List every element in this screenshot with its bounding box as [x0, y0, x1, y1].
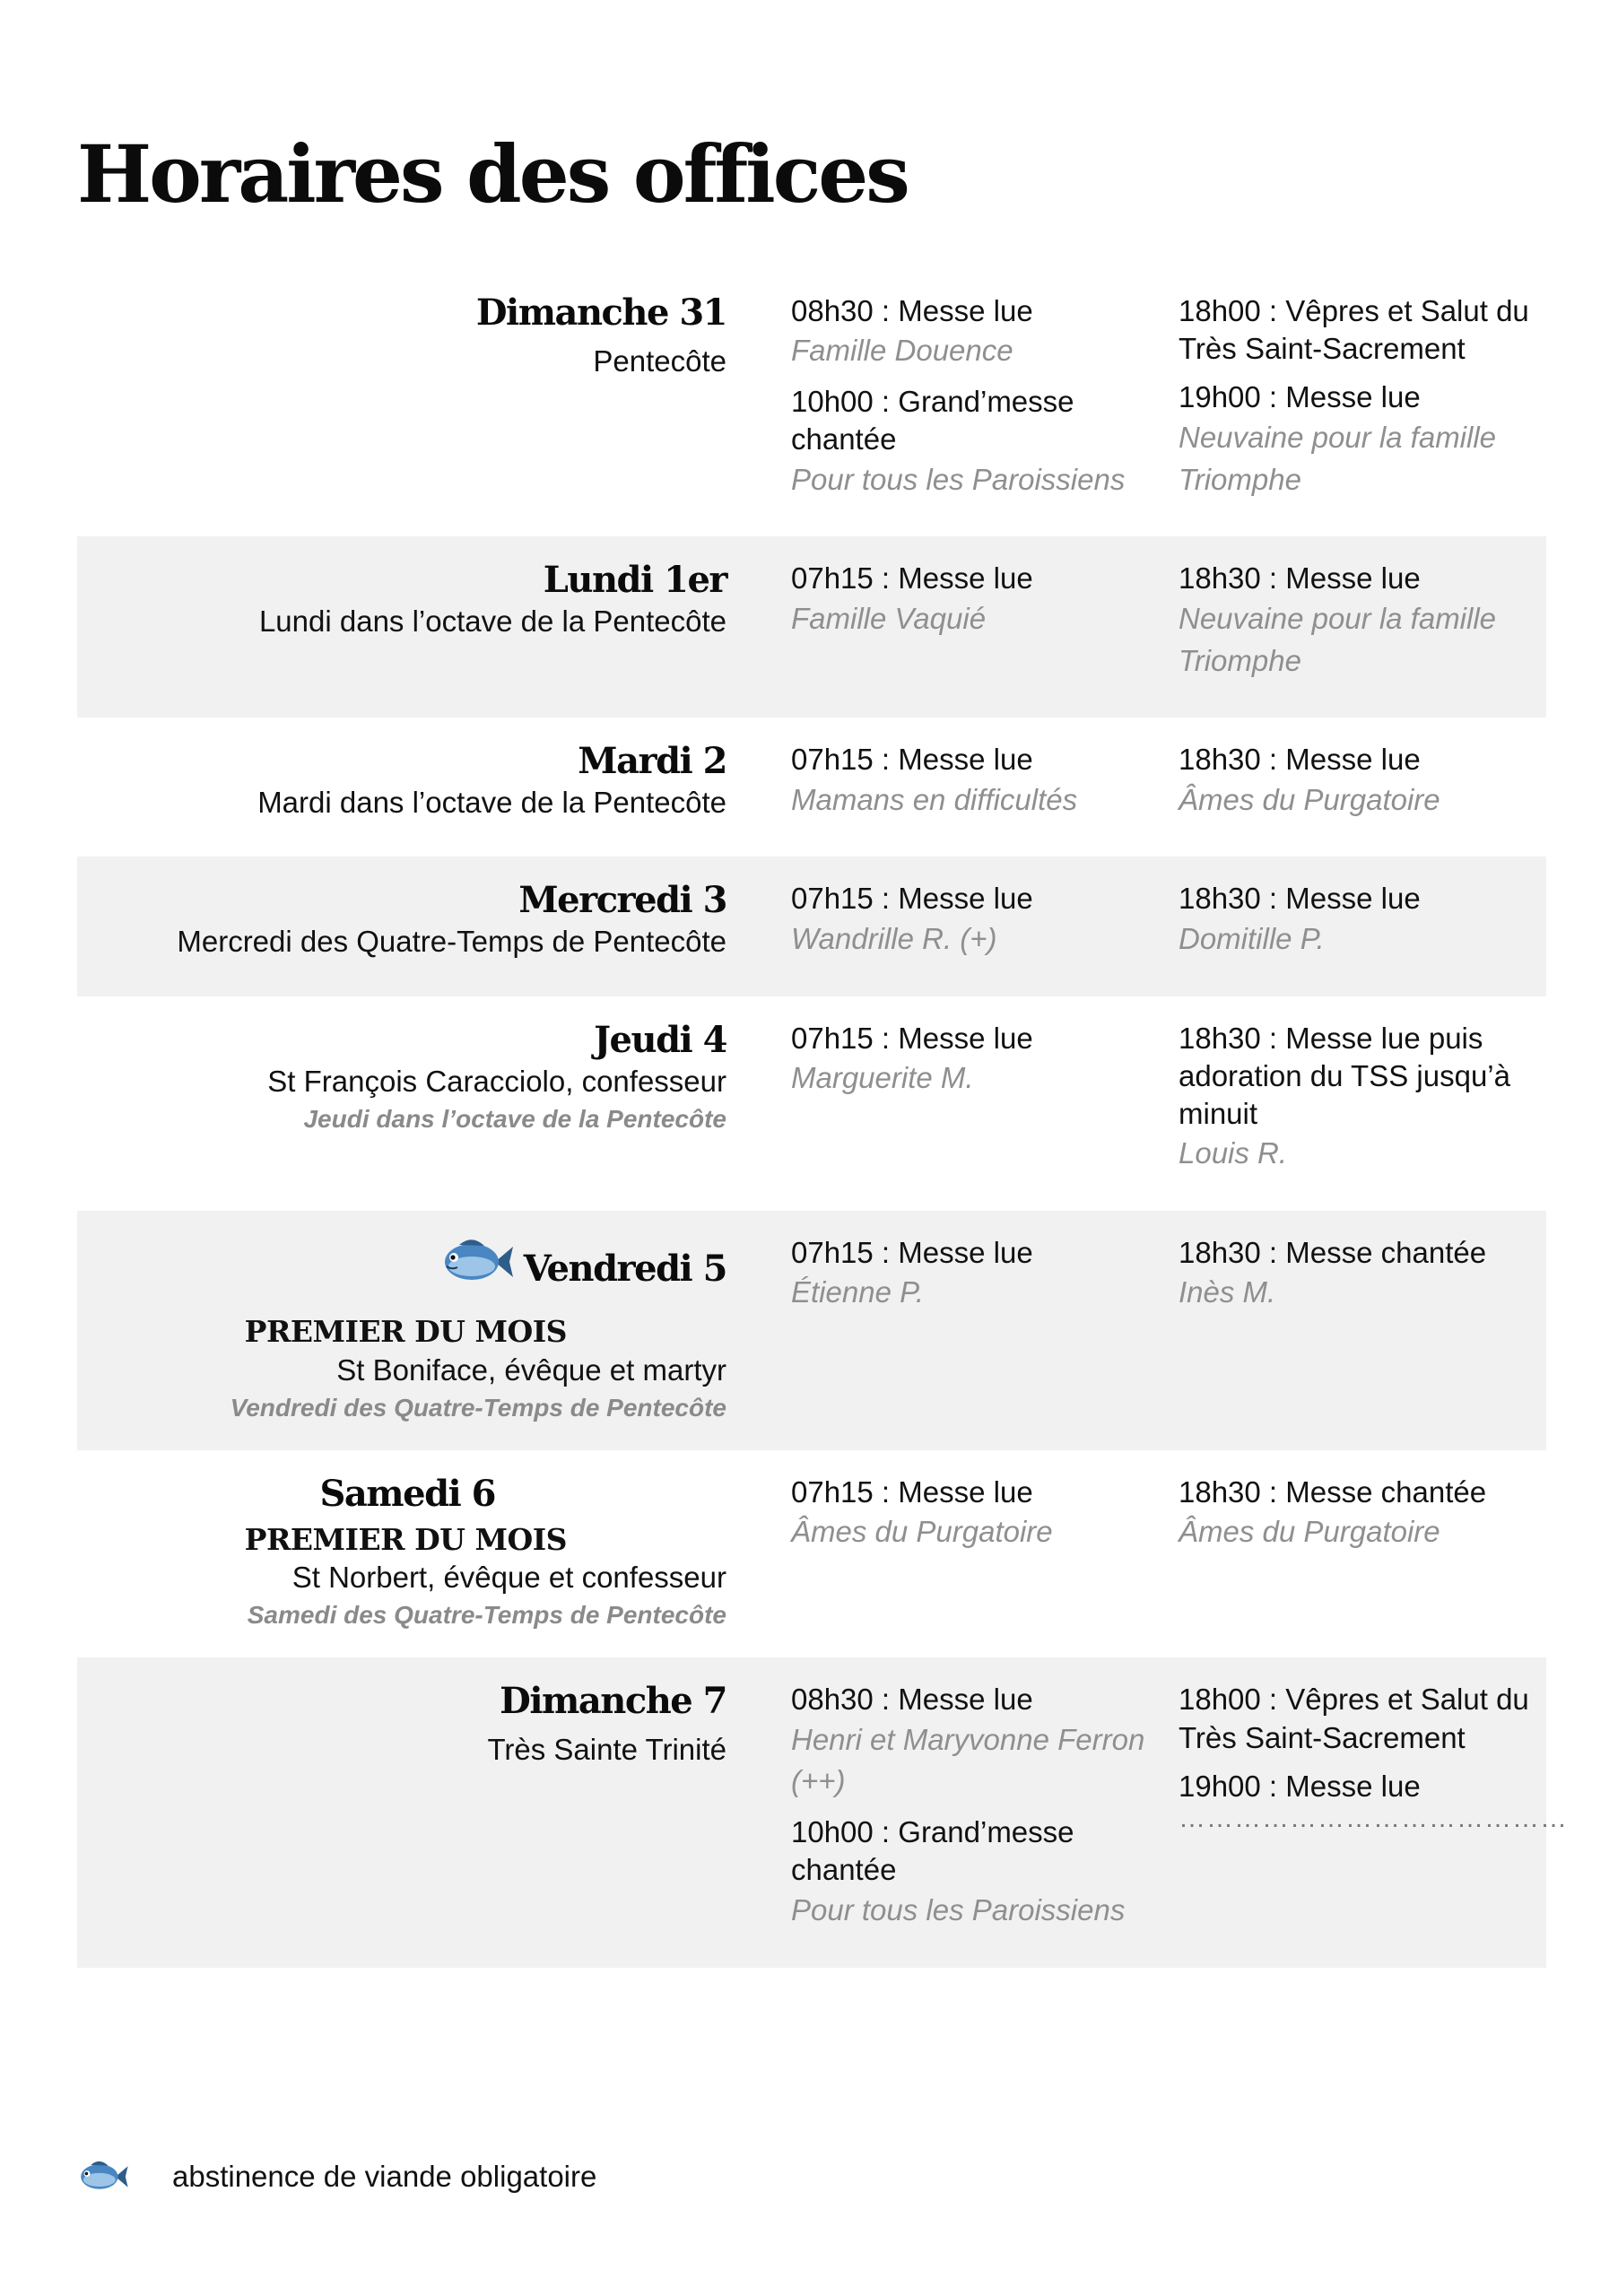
service-title: 07h15 : Messe lue — [791, 882, 1033, 916]
service — [1179, 1681, 1546, 1756]
day-row-mercredi-3 — [77, 857, 1546, 996]
service-title: 07h15 : Messe lue — [791, 743, 1033, 777]
first-of-month-label: PREMIER DU MOIS — [244, 1314, 567, 1350]
service-intention: Henri et Maryvonne Ferron (++) — [791, 1722, 1145, 1798]
service-title: 18h00 : Vêpres et Salut du Très Saint-Sacrement — [1179, 1683, 1529, 1754]
feast-label: St Boniface, évêque et martyr — [336, 1352, 726, 1387]
day-name: Mercredi 3 — [518, 879, 726, 922]
service — [791, 292, 1179, 372]
feast-label: Très Sainte Trinité — [487, 1733, 726, 1767]
service-intention: Neuvaine pour la famille Triomphe — [1179, 420, 1497, 496]
day-info — [77, 1234, 726, 1425]
service-title: 18h30 : Messe lue — [1179, 882, 1421, 916]
service — [1179, 1020, 1546, 1176]
service-title: 19h00 : Messe lue — [1179, 1769, 1421, 1803]
service — [791, 1020, 1179, 1100]
morning-services — [791, 292, 1179, 511]
morning-services — [791, 1474, 1179, 1633]
legend — [77, 2157, 596, 2196]
service — [791, 880, 1179, 960]
service-title: 07h15 : Messe lue — [791, 1474, 1033, 1509]
service-intention: Famille Vaquié — [791, 601, 987, 635]
service-title: 10h00 : Grand’messe chantée — [791, 385, 1074, 457]
evening-services — [1179, 880, 1546, 970]
octave-label: Samedi des Quatre-Temps de Pentecôte — [247, 1601, 726, 1630]
feast-label: St Norbert, évêque et confesseur — [291, 1561, 726, 1595]
service — [1179, 378, 1546, 500]
octave-label: Vendredi des Quatre-Temps de Pentecôte — [230, 1393, 726, 1422]
service-intention: Famille Douence — [791, 334, 1013, 368]
service-title: 10h00 : Grand’messe chantée — [791, 1815, 1074, 1887]
service — [1179, 880, 1546, 960]
fish-icon — [439, 1234, 515, 1290]
service-intention: Louis R. — [1179, 1136, 1288, 1170]
service — [791, 1813, 1179, 1931]
service-title: 07h15 : Messe lue — [791, 1021, 1033, 1055]
service-title: 08h30 : Messe lue — [791, 1683, 1033, 1717]
feast-label: Mardi dans l’octave de la Pentecôte — [257, 786, 726, 820]
day-name: Jeudi 4 — [594, 1018, 726, 1061]
service-intention: Mamans en difficultés — [791, 782, 1078, 816]
service-intention: Âmes du Purgatoire — [791, 1514, 1053, 1548]
evening-services — [1179, 560, 1546, 692]
morning-services — [791, 880, 1179, 970]
intention-placeholder: …………………………………… — [1179, 1803, 1568, 1833]
service-intention: Pour tous les Paroissiens — [791, 462, 1126, 496]
day-info — [77, 292, 726, 511]
evening-services — [1179, 1020, 1546, 1187]
day-row-jeudi-4 — [77, 996, 1546, 1212]
service — [1179, 1474, 1546, 1553]
service-title: 18h00 : Vêpres et Salut du Très Saint-Sacrement — [1179, 294, 1529, 366]
day-name: Dimanche 31 — [475, 291, 726, 334]
service-intention: Étienne P. — [791, 1275, 925, 1309]
service-intention: Pour tous les Paroissiens — [791, 1892, 1126, 1926]
service-intention: Domitille P. — [1179, 921, 1325, 955]
service — [791, 1474, 1179, 1553]
page-title: Horaires des offices — [77, 127, 908, 221]
service-intention: Âmes du Purgatoire — [1179, 782, 1440, 816]
evening-services — [1179, 741, 1546, 831]
morning-services — [791, 741, 1179, 831]
evening-services — [1179, 1681, 1568, 1942]
service-intention: Marguerite M. — [791, 1060, 974, 1094]
feast-label: St François Caracciolo, confesseur — [267, 1064, 726, 1098]
morning-services — [791, 1020, 1179, 1187]
service — [1179, 292, 1546, 368]
day-row-dimanche-31 — [77, 269, 1546, 536]
service-title: 18h30 : Messe lue — [1179, 561, 1421, 596]
morning-services — [791, 560, 1179, 692]
day-info — [77, 880, 726, 970]
service — [791, 560, 1179, 639]
feast-label: Pentecôte — [593, 344, 726, 378]
day-info — [77, 1681, 726, 1942]
day-name: Lundi 1er — [543, 559, 726, 602]
service — [791, 1681, 1179, 1803]
service — [1179, 1768, 1568, 1833]
service-title: 18h30 : Messe chantée — [1179, 1474, 1487, 1509]
service — [1179, 1234, 1546, 1314]
service-title: 07h15 : Messe lue — [791, 561, 1033, 596]
service-title: 19h00 : Messe lue — [1179, 380, 1421, 414]
service — [1179, 560, 1546, 682]
evening-services — [1179, 1234, 1546, 1425]
service-title: 07h15 : Messe lue — [791, 1236, 1033, 1270]
feast-label: Mercredi des Quatre-Temps de Pentecôte — [177, 925, 726, 959]
day-name: Dimanche 7 — [500, 1680, 726, 1723]
morning-services — [791, 1681, 1179, 1942]
service — [791, 741, 1179, 821]
service-intention: Neuvaine pour la famille Triomphe — [1179, 601, 1497, 677]
service-title: 18h30 : Messe lue — [1179, 743, 1421, 777]
legend-text: abstinence de viande obligatoire — [172, 2160, 597, 2193]
fish-icon — [77, 2157, 129, 2196]
day-info — [77, 560, 726, 692]
day-row-dimanche-7 — [77, 1657, 1568, 1967]
service-title: 18h30 : Messe lue puis adoration du TSS jusqu’à minuit — [1179, 1021, 1510, 1131]
service-intention: Inès M. — [1179, 1275, 1276, 1309]
service — [791, 383, 1179, 500]
feast-label: Lundi dans l’octave de la Pentecôte — [258, 604, 726, 639]
day-row-mardi-2 — [77, 718, 1546, 857]
day-row-vendredi-5 — [77, 1211, 1546, 1450]
service — [1179, 741, 1546, 821]
octave-label: Jeudi dans l’octave de la Pentecôte — [303, 1104, 726, 1133]
day-name: Vendredi 5 — [523, 1248, 726, 1291]
morning-services — [791, 1234, 1179, 1425]
day-name: Samedi 6 — [319, 1472, 495, 1515]
service-intention: Âmes du Purgatoire — [1179, 1514, 1440, 1548]
service-intention: Wandrille R. (+) — [791, 921, 997, 955]
day-row-samedi-6 — [77, 1450, 1546, 1658]
day-name: Mardi 2 — [578, 740, 726, 783]
evening-services — [1179, 1474, 1546, 1633]
first-of-month-label: PREMIER DU MOIS — [244, 1521, 567, 1557]
day-row-lundi-1er — [77, 536, 1546, 718]
day-info — [77, 741, 726, 831]
schedule — [77, 269, 1568, 1968]
day-heading — [439, 1234, 726, 1290]
service-title: 08h30 : Messe lue — [791, 294, 1033, 327]
day-info — [77, 1020, 726, 1187]
service-title: 18h30 : Messe chantée — [1179, 1236, 1487, 1270]
day-info — [77, 1474, 726, 1633]
service — [791, 1234, 1179, 1314]
evening-services — [1179, 292, 1546, 511]
